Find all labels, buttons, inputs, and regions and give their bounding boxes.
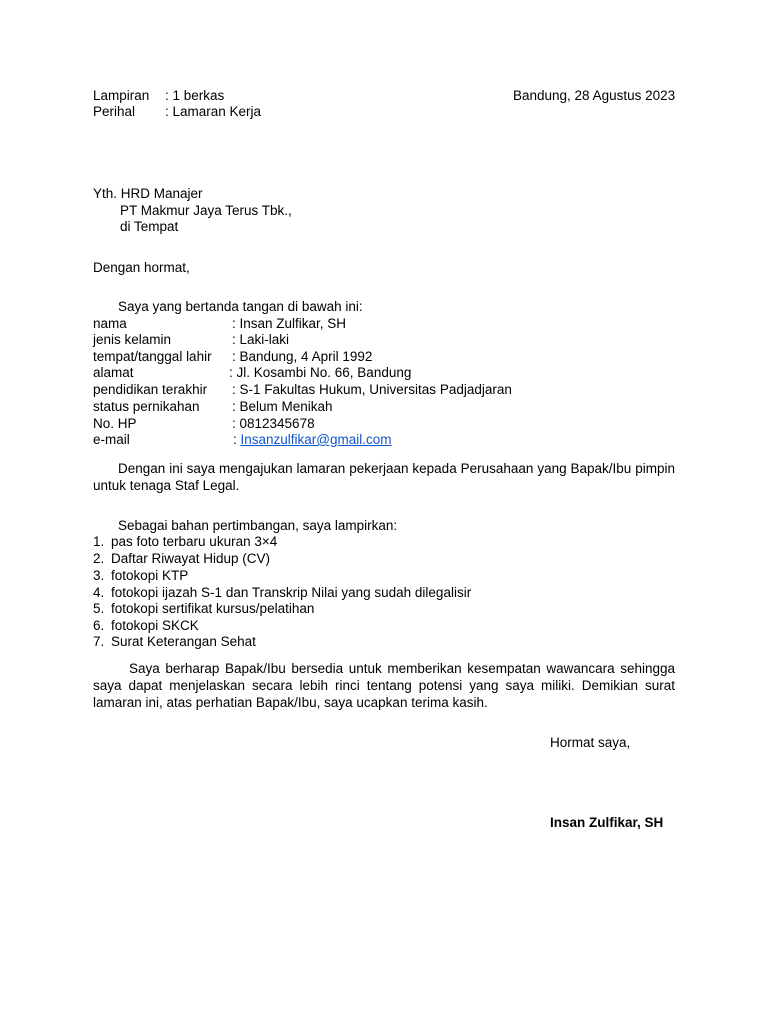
attachment-number: 2. — [93, 551, 105, 566]
field-value-nama: : Insan Zulfikar, SH — [232, 316, 347, 331]
attachment-text: fotokopi KTP — [111, 568, 189, 583]
email-link[interactable]: Insanzulfikar@gmail.com — [240, 432, 392, 447]
attachment-text: Daftar Riwayat Hidup (CV) — [111, 551, 271, 566]
recipient-line-3: di Tempat — [120, 219, 179, 234]
attachment-item-2 — [93, 551, 271, 568]
perihal-value: : Lamaran Kerja — [165, 104, 262, 119]
greeting: Dengan hormat, — [93, 260, 190, 275]
lampiran-label: Lampiran — [93, 88, 150, 103]
attachment-text: Surat Keterangan Sehat — [111, 634, 256, 649]
place-date: Bandung, 28 Agustus 2023 — [513, 88, 676, 103]
attachment-number: 3. — [93, 568, 105, 583]
attachment-number: 4. — [93, 585, 105, 600]
field-value-status: : Belum Menikah — [232, 399, 333, 414]
field-value-tempat-tanggal-lahir: : Bandung, 4 April 1992 — [232, 349, 373, 364]
field-label-email: e-mail — [93, 432, 130, 447]
field-label-pendidikan: pendidikan terakhir — [93, 382, 208, 397]
field-label-no-hp: No. HP — [93, 416, 137, 431]
field-value-no-hp: : 0812345678 — [232, 416, 315, 431]
attachment-number: 6. — [93, 618, 105, 633]
closing-paragraph: Saya berharap Bapak/Ibu bersedia untuk memberikan kesempatan wawancara sehingga saya dapat menjelaskan secara lebih rinci tentang potensi yang saya miliki. Demikian surat lamaran ini, atas perhatian Bapak/Ibu, saya ucapkan terima kasih. — [93, 661, 675, 710]
attachment-text: pas foto terbaru ukuran 3×4 — [111, 534, 278, 549]
field-value-pendidikan: : S-1 Fakultas Hukum, Universitas Padjadjaran — [232, 382, 512, 397]
field-label-alamat: alamat — [93, 365, 134, 380]
lampiran-value: : 1 berkas — [165, 88, 225, 103]
recipient-line-2: PT Makmur Jaya Terus Tbk., — [120, 203, 292, 218]
field-label-nama: nama — [93, 316, 127, 331]
signature-name: Insan Zulfikar, SH — [550, 815, 664, 830]
attachment-item-6 — [93, 618, 199, 635]
attachment-text: fotokopi sertifikat kursus/pelatihan — [111, 601, 315, 616]
attachment-item-5 — [93, 601, 315, 618]
attachment-number: 1. — [93, 534, 105, 549]
attachment-text: fotokopi ijazah S-1 dan Transkrip Nilai yang sudah dilegalisir — [111, 585, 472, 600]
attachment-item-4 — [93, 585, 472, 602]
field-label-status: status pernikahan — [93, 399, 200, 414]
attachment-item-7 — [93, 634, 256, 651]
application-paragraph: Dengan ini saya mengajukan lamaran pekerjaan kepada Perusahaan yang Bapak/Ibu pimpin untuk tenaga Staf Legal. — [93, 461, 675, 493]
attachment-text: fotokopi SKCK — [111, 618, 199, 633]
intro-text: Saya yang bertanda tangan di bawah ini: — [118, 299, 363, 314]
field-label-jenis-kelamin: jenis kelamin — [93, 332, 172, 347]
attachment-number: 5. — [93, 601, 105, 616]
field-value-email — [233, 432, 392, 449]
attachment-number: 7. — [93, 634, 105, 649]
attachments-intro: Sebagai bahan pertimbangan, saya lampirkan: — [118, 518, 398, 533]
closing-text: Hormat saya, — [550, 735, 631, 750]
recipient-line-1: Yth. HRD Manajer — [93, 186, 203, 201]
attachment-item-1 — [93, 534, 278, 551]
field-label-tempat-tanggal-lahir: tempat/tanggal lahir — [93, 349, 212, 364]
field-value-alamat: : Jl. Kosambi No. 66, Bandung — [229, 365, 412, 380]
email-colon: : — [233, 432, 241, 447]
perihal-label: Perihal — [93, 104, 136, 119]
attachment-item-3 — [93, 568, 189, 585]
field-value-jenis-kelamin: : Laki-laki — [232, 332, 290, 347]
